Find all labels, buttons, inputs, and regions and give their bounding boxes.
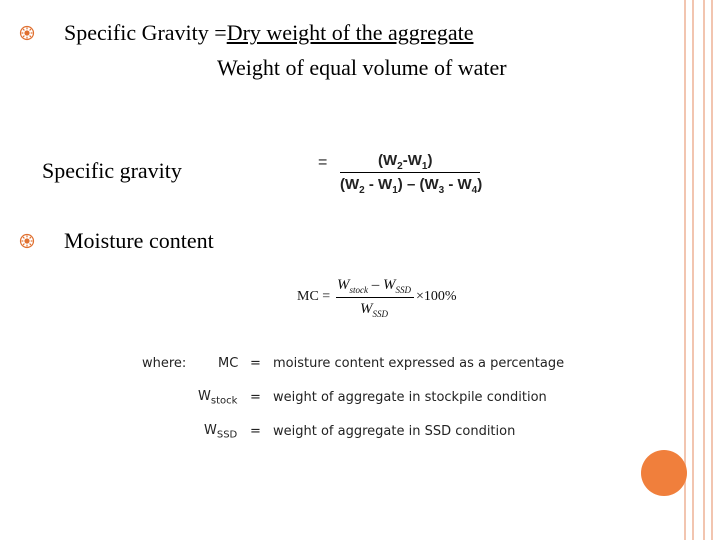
where-row-symbol: MC [218, 356, 239, 371]
mc-times: ×100% [416, 289, 457, 304]
definition-numerator: Dry weight of the aggregate [226, 20, 474, 45]
mc-fraction-bar [336, 297, 414, 298]
formula-numerator: $(W_2-W_1)$ [378, 152, 433, 172]
where-row-eq: = [250, 356, 261, 371]
definition-denominator: Weight of equal volume of water [217, 55, 507, 80]
mc-denominator: $W_{SSD}$ [360, 301, 388, 319]
where-row-desc: weight of aggregate in stockpile condition [273, 390, 547, 405]
mc-lhs: MC = [297, 289, 331, 304]
sun-bullet-icon [19, 233, 35, 249]
where-row-eq: = [250, 390, 261, 405]
border-line-3 [703, 0, 705, 540]
where-row-symbol: $W_{SSD}$ [204, 423, 238, 441]
sun-bullet-icon [19, 25, 35, 41]
where-row-symbol: $W_{stock}$ [198, 389, 238, 407]
formula-fraction-bar [340, 172, 480, 173]
definition-line [64, 22, 474, 44]
mc-numerator: $W_{stock} - W_{SSD}$ [337, 277, 411, 295]
where-row-desc: moisture content expressed as a percentage [273, 356, 565, 371]
definition-label: Specific Gravity = [64, 20, 227, 45]
where-row-desc: weight of aggregate in SSD condition [273, 424, 516, 439]
accent-circle [641, 450, 687, 496]
formula-equals: = [318, 154, 328, 171]
border-line-1 [684, 0, 686, 540]
where-label: where: [142, 356, 187, 371]
formula-denominator: $(W_2 - W_1) - (W_3 - W_4)$ [340, 176, 483, 196]
where-row-eq: = [250, 424, 261, 439]
border-line-2 [692, 0, 694, 540]
formula-label: Specific gravity [42, 158, 182, 183]
moisture-heading: Moisture content [64, 228, 214, 253]
border-line-4 [711, 0, 713, 540]
